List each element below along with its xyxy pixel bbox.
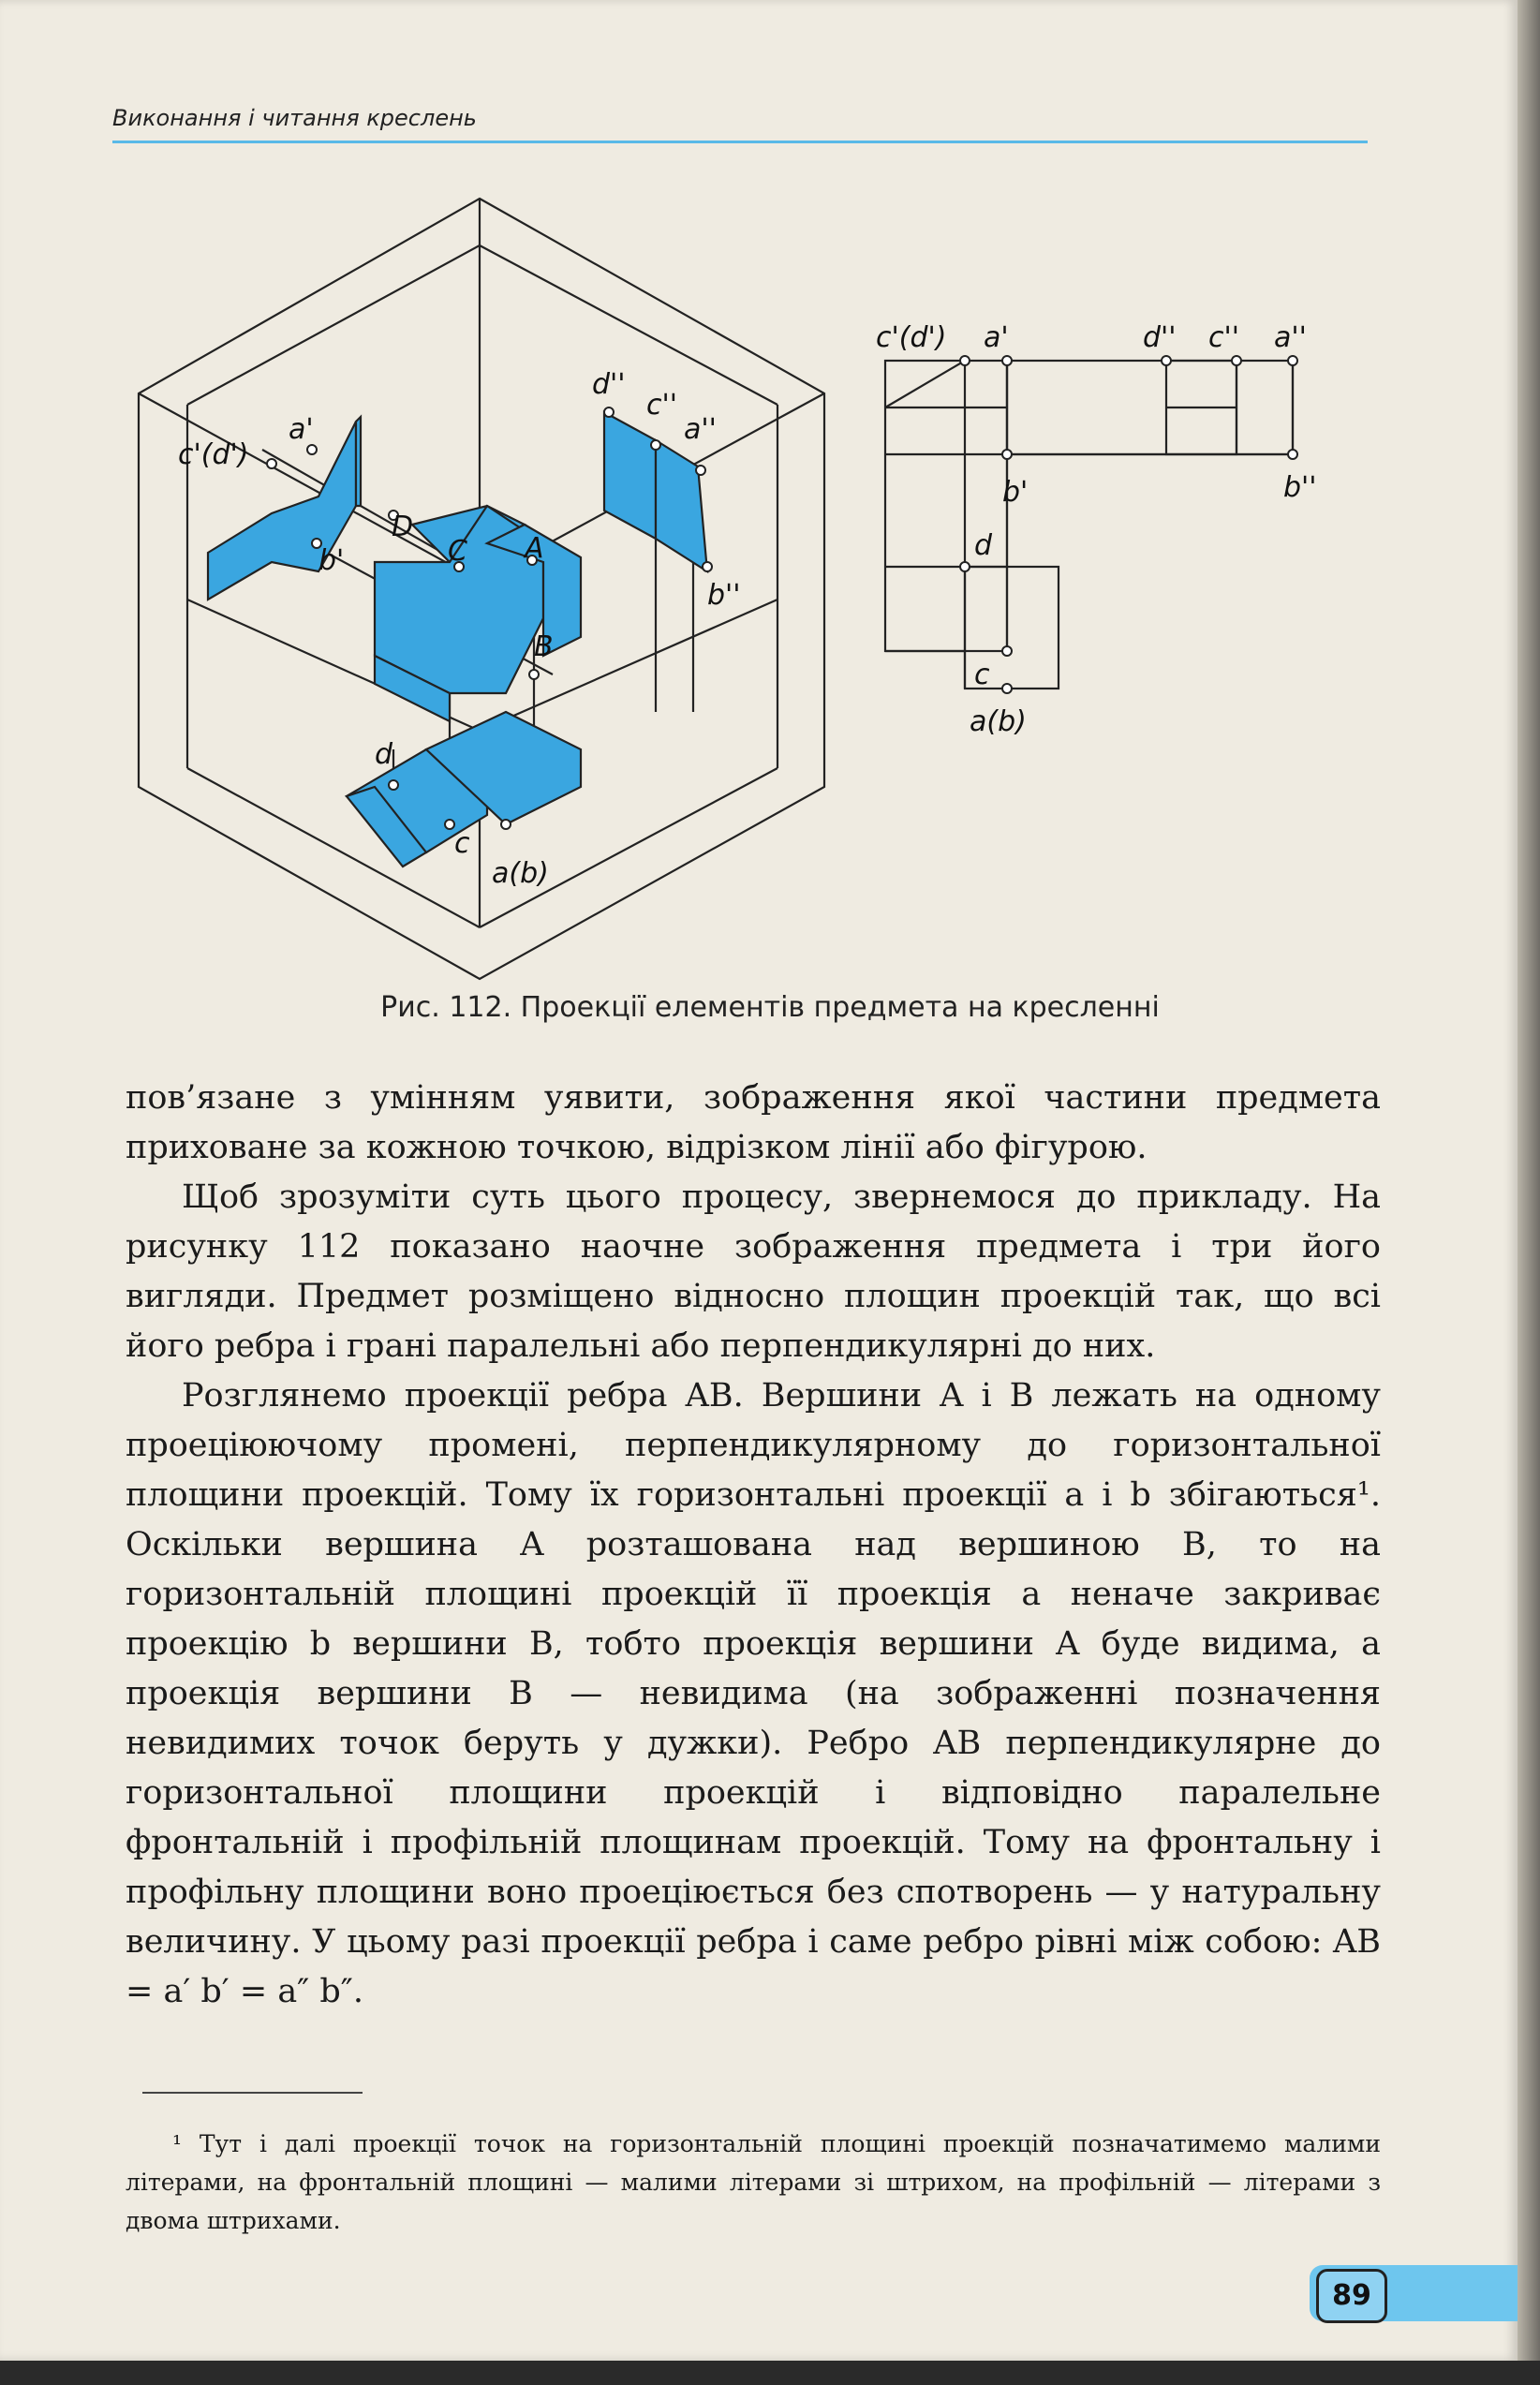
iso-label-c: c — [454, 827, 470, 860]
footnote — [126, 2125, 1381, 2240]
iso-label-cd-prime: c'(d') — [178, 438, 249, 471]
scan-edge — [0, 2361, 1540, 2385]
ortho-label-d: d — [974, 529, 993, 562]
footnote-rule — [142, 2092, 363, 2094]
iso-label-b-dprime: b'' — [707, 579, 741, 612]
iso-label-c-dprime: c'' — [646, 389, 677, 422]
ortho-label-cd-prime: c'(d') — [876, 321, 947, 354]
paragraph: Розглянемо проекції ребра AB. Вершини A і B лежать на одному проеціюючому промені, перпендикулярному до горизонтальної площини проекцій. Тому їх горизонтальні проекції a і b збігаються¹. Оскільки вершина A розташована над вершиною B, то на горизонтальній площині проекцій її проекція a неначе закриває проекцію b вершини B, тобто проекція вершини A буде видима, а проекція вершини B — невидима (на зображенні позначення невидимих точок беруть у дужки). Ребро AB перпендикулярне до горизонтальної площини проекцій і відповідно паралельне фронтальній і профільній площинам проекцій. Тому на фронтальну і профільну площини воно проеціюється без спотворень — у натуральну величину. У цьому разі проекції ребра і саме ребро рівні між собою: AB = a′ b′ = a″ b″. — [126, 1377, 1381, 2010]
figure-112 — [0, 0, 1540, 993]
ortho-label-a-prime: a' — [984, 321, 1009, 354]
ortho-label-b-prime: b' — [1002, 476, 1029, 509]
iso-label-A: A — [525, 532, 544, 565]
paragraph: пов’язане з умінням уявити, зображення якої частини предмета приховане за кожною точкою, відрізком лінії або фігурою. — [126, 1079, 1381, 1166]
iso-label-d: d — [375, 738, 393, 771]
iso-label-a-dprime: a'' — [684, 413, 717, 446]
ortho-label-c: c — [974, 659, 990, 691]
iso-label-a-b: a(b) — [492, 857, 549, 890]
body-text — [126, 1074, 1381, 2017]
ortho-label-a-dprime: a'' — [1274, 321, 1307, 354]
paragraph: Щоб зрозуміти суть цього процесу, звернемося до прикладу. На рисунку 112 показано наочне зображення предмета і три його вигляди. Предмет розміщено відносно площин проекцій так, що всі його ребра і грані паралельні або перпендикулярні до них. — [126, 1178, 1381, 1365]
iso-label-C: C — [448, 535, 467, 568]
ortho-label-c-dprime: c'' — [1208, 321, 1239, 354]
ortho-points — [960, 356, 1297, 693]
ortho-label-b-dprime: b'' — [1283, 471, 1317, 504]
ortho-view — [885, 361, 1293, 689]
running-header: Виконання і читання креслень — [112, 105, 477, 131]
iso-label-B: B — [534, 630, 554, 663]
ortho-label-a-b: a(b) — [970, 705, 1027, 738]
iso-blue-faces — [208, 412, 707, 867]
iso-label-a-prime: a' — [289, 413, 314, 446]
iso-label-d-dprime: d'' — [592, 368, 626, 401]
footnote-text: ¹ Тут і далі проекції точок на горизонтальній площині проекцій позначатимемо малими літерами, на фронтальній площині — малими літерами зі штрихом, на профільній — літерами з двома штрихами. — [126, 2130, 1381, 2234]
ortho-label-d-dprime: d'' — [1143, 321, 1177, 354]
figure-caption: Рис. 112. Проекції елементів предмета на кресленні — [380, 991, 1160, 1024]
page-number: 89 — [1316, 2269, 1387, 2323]
iso-label-b-prime: b' — [318, 544, 345, 577]
iso-label-D: D — [392, 511, 414, 543]
